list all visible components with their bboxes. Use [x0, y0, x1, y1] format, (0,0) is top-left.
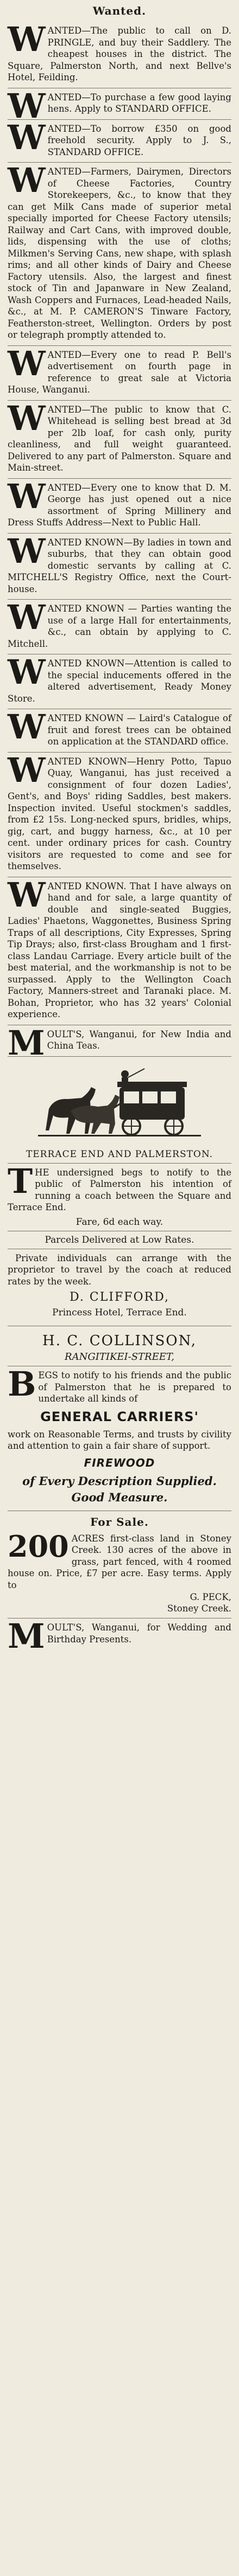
drop-cap: B: [8, 1364, 36, 1404]
ad-text: ANTED—Farmers, Dairymen, Directors of Cheese Factories, Country Storekeepers, &c., to know that they can get Milk Cans made of superior metal specially imported for Cheese Factory utensils; Railway and Cart Cans, with improved double, lids, dispensing with the use of cloths; Milkmen's Serving Cans, new shape, with splash rims; and all other kinds of Dairy and Cheese Factory utensils. Also, the largest and finest stock of Tin and Japanware in New Zealand, Wash Coppers and Furnaces, Lead-headed Nails, &c., at M. P. CAMERON'S Tinware Factory, Featherston-street, Wellington. Orders by post or telegraph promptly attended to.: [8, 166, 231, 340]
drop-cap: T: [8, 1161, 33, 1201]
ad-text: ANTED KNOWN—By ladies in town and suburbs, that they can obtain good domestic servants by calling at C. MITCHELL'S Registry Office, next the Court-house.: [8, 537, 231, 594]
drop-cap: M: [8, 1023, 45, 1063]
ad-text: ANTED KNOWN — Laird's Catalogue of fruit and forest trees can be obtained on application at the STANDARD office.: [47, 713, 231, 747]
coach-illustration: [38, 1065, 201, 1147]
ad-moult-presents: [8, 1616, 231, 1656]
ad-text: ANTED KNOWN—Attention is called to the special inducements offered in the altered advertisement, Ready Money Store.: [8, 658, 231, 704]
ad-whitehead: [8, 398, 231, 479]
coach-private: Private individuals can arrange with the proprietor to travel by the coach at reduced rates by the week.: [8, 1252, 231, 1287]
ad-laying-hens: [8, 86, 231, 126]
coach-icon: [114, 1082, 187, 1135]
ad-moult-teas: [8, 1023, 231, 1063]
drop-cap: W: [8, 117, 46, 157]
ad-text: OULT'S, Wanganui, for New India and China Teas.: [47, 1029, 231, 1051]
collinson-every: of Every Description Supplied.: [22, 1474, 217, 1488]
ad-potto: [8, 750, 231, 877]
ad-ready-money: [8, 654, 231, 709]
forsale-name: G. PECK,: [190, 1592, 231, 1602]
ad-text: ACRES first-class land in Stoney Creek. 130 acres of the above in grass, part fenced, with 4 roomed house on. Price, £7 per acre. Easy terms. Apply to: [8, 1533, 231, 1590]
ad-text: ANTED—The public to know that C. Whitehead is selling best bread at 3d per 2lb loaf, for cash only, purity cleanliness, and full weight guaranteed. Delivered to any part of Palmerston. Square and Main-street.: [8, 404, 231, 473]
ad-pringle: [8, 22, 231, 88]
drop-cap: W: [8, 86, 46, 126]
coach-proprietor: D. CLIFFORD,: [70, 1290, 169, 1304]
collinson-firewood: FIREWOOD: [84, 1456, 155, 1469]
drop-cap: W: [8, 598, 46, 637]
ad-text: OULT'S, Wanganui, for Wedding and Birthday Presents.: [47, 1622, 231, 1644]
collinson-carriers: GENERAL CARRIERS': [40, 1409, 199, 1424]
drop-cap: W: [8, 875, 46, 915]
divider: [8, 1163, 231, 1164]
driver-icon: [121, 1069, 144, 1083]
ad-text: ANTED—To borrow £350 on good freehold security. Apply to J. S., STANDARD OFFICE.: [47, 123, 231, 157]
drop-cap: W: [8, 398, 46, 438]
collinson-text2: work on Reasonable Terms, and trusts by civility and attention to gain a fair share of support.: [8, 1429, 231, 1451]
ad-cameron-tinware: [8, 160, 231, 346]
ad-text: HE undersigned begs to notify to the public of Palmerston his intention of running a coach between the Square and Terrace End.: [8, 1167, 231, 1212]
drop-cap: M: [8, 1616, 45, 1656]
ad-borrow: [8, 117, 231, 163]
ad-mitchell-hall: [8, 600, 231, 654]
ad-text: ANTED KNOWN—Henry Potto, Tapuo Quay, Wanganui, has just received a consignment of four dozen Ladies', Gent's, and Boys' riding Saddles, best makers. Inspection invited. Useful stockmen's saddles, from £2 15s. Long-necked spurs, bridles, whips, gig, cart, and buggy harness, &c., at 10 per cent. under ordinary prices for cash. Country visitors are requested to come and see for themselves.: [8, 756, 231, 871]
collinson-measure: Good Measure.: [71, 1490, 168, 1504]
coach-parcels: Parcels Delivered at Low Rates.: [45, 1234, 194, 1245]
ad-laird: [8, 709, 231, 753]
ad-terrace-end-coach: [8, 1057, 231, 1327]
ad-collinson: [8, 1326, 231, 1511]
drop-cap: W: [8, 160, 46, 200]
section-heading-wanted: Wanted.: [92, 4, 147, 17]
drop-cap: W: [8, 476, 46, 516]
ad-text: ANTED KNOWN. That I have always on hand and for sale, a large quantity of double and single-seated Buggies, Ladies' Phaetons, Waggonettes, Business Spring Traps of all descriptions, City Expresses, Spring Tip Drays; also, first-class Brougham and 1 first-class Landau Carriage. Every article built of the best material, and the workmanship is not to be surpassed. Apply to the Wellington Coach Factory, Manners-street and Taranaki place. M. Bohan, Proprietor, who has 32 years' Colonial experience.: [8, 881, 231, 1019]
ad-text: ANTED—To purchase a few good laying hens. Apply to STANDARD OFFICE.: [47, 92, 231, 114]
drop-cap: W: [8, 343, 46, 383]
collinson-street: RANGITIKEI-STREET,: [65, 1351, 174, 1363]
ad-for-sale: [8, 1511, 231, 1619]
coach-title: TERRACE END AND PALMERSTON.: [26, 1148, 213, 1160]
ad-text: ANTED KNOWN — Parties wanting the use of a large Hall for entertainments, &c., can obtain by applying to C. Mitchell.: [8, 603, 231, 649]
collinson-name: H. C. COLLINSON,: [42, 1333, 197, 1349]
ad-text: EGS to notify to his friends and the public of Palmerston that he is prepared to undertake all kinds of: [38, 1370, 231, 1404]
horse-icon: [46, 1087, 120, 1134]
ad-mitchell-registry: [8, 531, 231, 600]
ad-text: ANTED—Every one to know that D. M. George has just opened out a nice assortment of Spring Millinery and Dress Stuffs Address—Next to Public Hall.: [8, 482, 231, 528]
ad-bell: [8, 343, 231, 401]
ad-bohan-coach-factory: [8, 877, 231, 1025]
ad-text: ANTED—Every one to read P. Bell's advertisement on fourth page in reference to great sale at Victoria House, Wanganui.: [8, 349, 231, 395]
forsale-place: Stoney Creek.: [167, 1603, 231, 1614]
drop-cap: W: [8, 652, 46, 692]
ad-text: ANTED—The public to call on D. PRINGLE, and buy their Saddlery. The cheapest houses in the district. The Square, Palmerston North, and next Bellve's Hotel, Feilding.: [8, 25, 231, 82]
drop-cap: W: [8, 531, 46, 571]
drop-cap: W: [8, 707, 46, 747]
drop-number: 200: [8, 1528, 69, 1564]
section-heading-for-sale: For Sale.: [90, 1515, 149, 1528]
drop-cap: W: [8, 750, 46, 790]
coach-fare: Fare, 6d each way.: [76, 1216, 163, 1228]
drop-cap: W: [8, 20, 46, 59]
ad-george: [8, 476, 231, 534]
coach-hotel: Princess Hotel, Terrace End.: [52, 1307, 187, 1318]
